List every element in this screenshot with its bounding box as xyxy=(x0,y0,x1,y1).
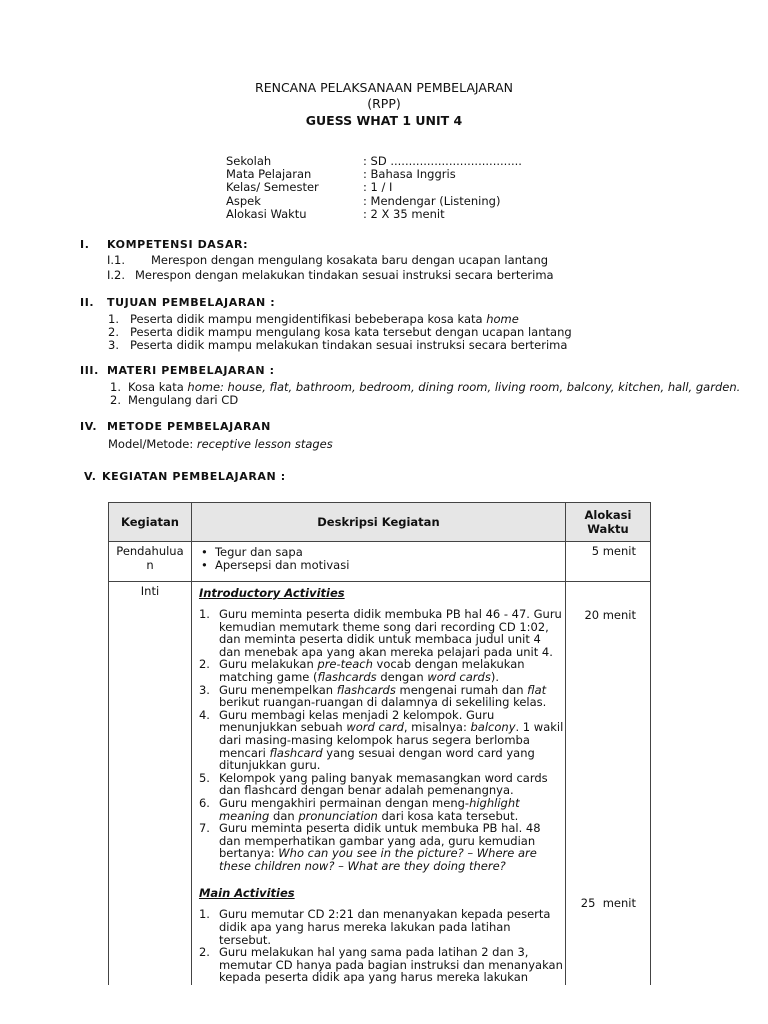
mp-item: 1. Kosa kata home: house, flat, bathroom, bedroom, dining room, living room, balcony, kitchen, hall, garden. xyxy=(110,380,741,394)
info-row-mapel: Mata Pelajaran : Bahasa Inggris xyxy=(226,167,456,182)
list-item xyxy=(199,608,564,658)
cell-pendahuluan-desc xyxy=(191,542,565,582)
list-item-number: 5. xyxy=(198,770,210,785)
list-item xyxy=(199,822,564,872)
identity-block xyxy=(226,155,522,221)
section-heading-kegiatan: V. KEGIATAN PEMBELAJARAN : xyxy=(84,470,286,483)
info-row-sekolah: Sekolah : SD .................................... xyxy=(226,154,522,168)
doc-title: RENCANA PELAKSANAAN PEMBELAJARAN xyxy=(255,80,513,95)
cell-pendahuluan-label: Pendahuluan xyxy=(109,542,192,582)
main-activities-list xyxy=(193,908,564,984)
metode-text: Model/Metode: receptive lesson stages xyxy=(108,437,333,451)
list-item-number: 1. xyxy=(198,607,210,621)
info-row-alokasi: Alokasi Waktu : 2 X 35 menit xyxy=(226,206,445,221)
doc-subtitle-rpp: (RPP) xyxy=(367,96,401,111)
list-item-text: Guru membagi kelas menjadi 2 kelompok. Guru menunjukkan sebuah word card, misalnya: balcony. 1 wakil dari masing-masing kelompok harus segera berlomba mencari flashcard yang sesuai dengan word card yang ditunjukkan guru. xyxy=(218,707,564,773)
header-deskripsi: Deskripsi Kegiatan xyxy=(191,503,565,542)
doc-subtitle-unit: GUESS WHAT 1 UNIT 4 xyxy=(305,113,463,128)
list-item xyxy=(199,658,564,683)
intro-time: 20 menit xyxy=(584,608,636,622)
intro-activities-list xyxy=(193,608,564,872)
list-item-number: 2. xyxy=(198,945,210,960)
table-row-inti xyxy=(109,582,651,986)
main-time: 25 menit xyxy=(580,896,636,910)
section-heading-kd: I. KOMPETENSI DASAR: xyxy=(80,238,249,251)
list-item-text: Guru menempelkan flashcards mengenai rumah dan flat berikut ruangan-ruangan di dalamnya di sekeliling kelas. xyxy=(218,682,547,710)
list-item-number: 3. xyxy=(198,682,210,697)
list-item-number: 7. xyxy=(198,821,210,836)
main-activities-heading: Main Activities xyxy=(198,886,295,901)
tp-item: 2. Peserta didik mampu mengulang kosa kata tersebut dengan ucapan lantang xyxy=(108,325,572,339)
list-item: • Apersepsi dan motivasi xyxy=(201,559,564,572)
header-kegiatan: Kegiatan xyxy=(109,503,192,542)
list-item xyxy=(199,946,564,984)
list-item-number: 6. xyxy=(198,795,210,810)
mp-item: 2. Mengulang dari CD xyxy=(110,393,239,407)
cell-inti-label: Inti xyxy=(109,582,192,986)
list-item xyxy=(199,684,564,709)
cell-inti-desc xyxy=(191,582,565,986)
list-item-text: Guru melakukan hal yang sama pada latihan 2 dan 3, memutar CD hanya pada bagian instruksi dan menanyakan kepada peserta didik apa yang harus mereka lakukan xyxy=(218,945,563,985)
list-item xyxy=(199,908,564,946)
tp-item: 3. Peserta didik mampu melakukan tindakan sesuai instruksi secara berterima xyxy=(108,338,568,352)
pendahuluan-list xyxy=(193,546,564,572)
list-item-text: Guru mengakhiri permainan dengan meng-highlight meaning dan pronunciation dari kosa kata tersebut. xyxy=(218,795,520,823)
list-item xyxy=(199,709,564,772)
cell-inti-time xyxy=(565,582,650,986)
list-item-number: 1. xyxy=(198,907,210,922)
list-item xyxy=(199,772,564,797)
list-item-text: Kelompok yang paling banyak memasangkan word cards dan flashcard dengan benar adalah pemenangnya. xyxy=(218,770,548,798)
section-heading-tp: II. TUJUAN PEMBELAJARAN : xyxy=(80,296,276,309)
kd-item: I.1. Merespon dengan mengulang kosakata baru dengan ucapan lantang xyxy=(107,253,549,267)
tp-item: 1. Peserta didik mampu mengidentifikasi bebeberapa kosa kata home xyxy=(108,312,519,326)
list-item-number: 4. xyxy=(198,707,210,722)
info-row-aspek: Aspek : Mendengar (Listening) xyxy=(226,193,501,208)
table-header-row xyxy=(109,503,651,542)
intro-activities-heading: Introductory Activities xyxy=(198,586,345,600)
table-row-pendahuluan xyxy=(109,542,651,582)
list-item-text: Guru memutar CD 2:21 dan menanyakan kepada peserta didik apa yang harus mereka lakukan pada latihan tersebut. xyxy=(218,907,551,947)
list-item-text: Guru meminta peserta didik untuk membuka PB hal. 48 dan memperhatikan gambar yang ada, guru kemudian bertanya: Who can you see in the picture? – Where are these children now? – What are they doing there? xyxy=(218,821,541,873)
section-heading-mp: III. MATERI PEMBELAJARAN : xyxy=(80,364,275,377)
list-item xyxy=(199,797,564,822)
cell-pendahuluan-time: 5 menit xyxy=(565,542,650,582)
kegiatan-table xyxy=(108,502,651,985)
kd-item: I.2. Merespon dengan melakukan tindakan sesuai instruksi secara berterima xyxy=(107,268,554,282)
list-item-text: Guru melakukan pre-teach vocab dengan melakukan matching game (flashcards dengan word cards). xyxy=(218,657,525,684)
info-row-kelas: Kelas/ Semester : 1 / I xyxy=(226,180,393,195)
header-alokasi: Alokasi Waktu xyxy=(565,503,650,542)
list-item: • Tegur dan sapa xyxy=(201,546,564,559)
list-item-text: Guru meminta peserta didik membuka PB hal 46 - 47. Guru kemudian memutark theme song dari recording CD 1:02, dan meminta peserta didik untuk membaca judul unit 4 dan menebak apa yang akan mereka pelajari pada unit 4. xyxy=(218,607,562,659)
section-heading-metode: IV. METODE PEMBELAJARAN xyxy=(80,420,271,433)
list-item-number: 2. xyxy=(198,657,210,672)
